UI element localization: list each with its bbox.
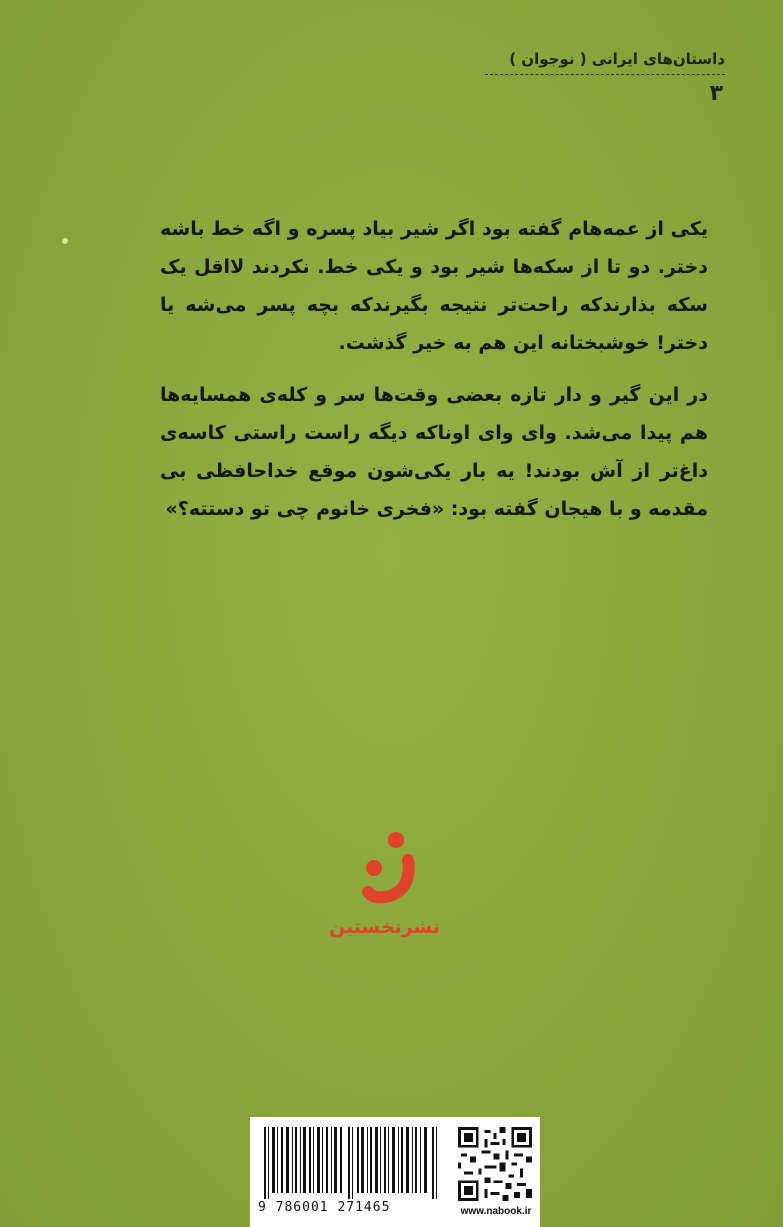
series-header [485, 50, 725, 106]
publisher-logo [328, 830, 440, 945]
publisher-name: نشرنخستین [328, 916, 440, 938]
decorative-dot [62, 238, 68, 244]
isbn-barcode [262, 1127, 442, 1199]
series-number: ۳ [709, 81, 723, 106]
qr-code [458, 1127, 532, 1201]
publisher-logo-icon [360, 830, 420, 912]
series-title: داستان‌های ایرانی ( نوجوان ) [485, 50, 725, 75]
isbn-digits: 9 786001 271465 [258, 1200, 391, 1215]
blurb-paragraph-2: در این گیر و دار تازه بعضی وقت‌ها سر و کله‌ی همسایه‌ها هم پیدا می‌شد. وای وای اوناکه دیگه راست راستی کاسه‌ی داغ‌تر از آش بودند! یه بار یکی‌شون موقع خداحافظی بی مقدمه و با هیجان گفته بود: «فخری خانوم چی تو دستته؟» [160, 384, 708, 520]
blurb-paragraph-1: یکی از عمه‌هام گفته بود اگر شیر بیاد پسره و اگه خط باشه دختر. دو تا از سکه‌ها شیر بود و یکی خط. نکردند لااقل یک سکه بذارندکه راحت‌تر نتیجه بگیرندکه بچه پسر می‌شه یا دختر! خوشبختانه این هم به خیر گذشت. [160, 218, 708, 354]
publisher-website: www.nabook.ir [460, 1206, 532, 1217]
blurb-text [160, 210, 708, 528]
